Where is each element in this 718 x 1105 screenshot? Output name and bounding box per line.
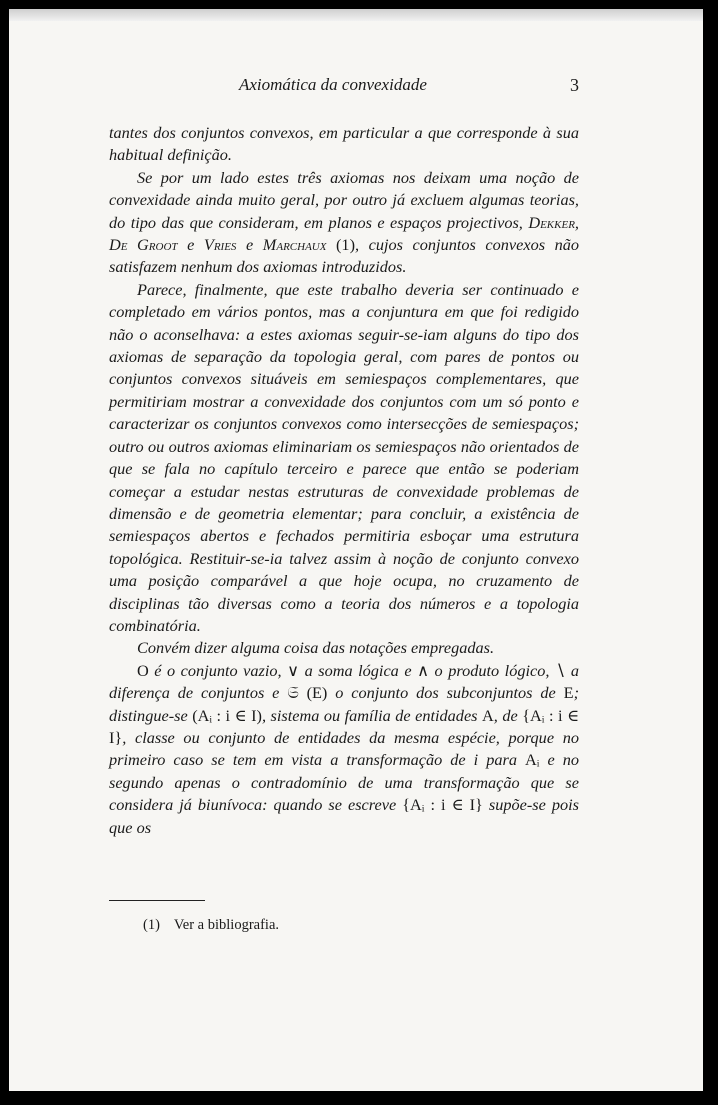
scan-top-edge xyxy=(9,9,703,21)
page xyxy=(9,9,703,1091)
footnote-ref[interactable]: (1) xyxy=(336,235,355,255)
footnote-text: Ver a bibliografia. xyxy=(173,917,280,933)
body-text xyxy=(109,122,579,839)
author-dekker: Dekker xyxy=(528,212,575,232)
author-vries: Vries xyxy=(203,235,237,255)
paragraph-5: O é o conjunto vazio, ∨ a soma lógica e ∧ o produto lógico, ∖ a diferença de conjuntos e 𝔖 (E) o conjunto dos subconjuntos de E; distingue-se (Aᵢ : i ∈ I), sistema ou família de entidades A, de {Aᵢ : i ∈ I}, classe ou conjunto de entidades da mesma espécie, porque no primeiro caso se tem em vista a transformação de i para Aᵢ e no segundo apenas o contradomínio de uma transformação que se considera já biunívoca: quando se escreve {Aᵢ : i ∈ I} supõe-se pois que os xyxy=(109,660,580,837)
footnote-divider xyxy=(109,900,205,901)
footnote xyxy=(143,917,279,934)
footnote-mark: (1) xyxy=(143,917,160,933)
running-header xyxy=(109,75,579,99)
paragraph-3: Parece, finalmente, que este trabalho deveria ser continuado e completado em vários pontos, mas a conjuntura em que foi redigido não o aconselhava: a estes axiomas seguir-se-iam alguns do tipo dos axiomas de separação da topologia geral, com pares de pontos ou conjuntos convexos situáveis em semiespaços complementares, que permitiriam mostrar a convexidade dos conjuntos com um só ponto e caracterizar os conjuntos convexos como intersecções de semiespaços; outro ou outros axiomas eliminariam os semiespaços não orientados de que se fala no capítulo terceiro e parece que então se poderiam começar a estudar nestas estruturas de convexidade problemas de dimensão e de geometria elementar; para concluir, a existência de semiespaços abertos e fechados permitiria esboçar uma estrutura topológica. Restituir-se-ia talvez assim à noção de conjunto convexo uma posição comparável a que hoje ocupa, no cruzamento de disciplinas tão diversas como a teoria dos números e a topologia combinatória. xyxy=(109,279,579,635)
author-de-groot: De Groot xyxy=(109,235,178,255)
page-number: 3 xyxy=(570,75,579,95)
paragraph-2: Se por um lado estes três axiomas nos deixam uma noção de convexidade ainda muito geral, por outro já excluem algumas teorias, do tipo das que consideram, em planos e espaços projectivos, Dekker, De Groot e Vries e Marchaux (1), cujos conjuntos convexos não satisfazem nenhum dos axiomas introduzidos. xyxy=(109,167,580,277)
running-title: Axiomática da convexidade xyxy=(239,75,427,94)
author-marchaux: Marchaux xyxy=(262,235,327,255)
paragraph-4: Convém dizer alguma coisa das notações empregadas. xyxy=(137,638,495,658)
paragraph-1: tantes dos conjuntos convexos, em particular a que corresponde à sua habitual definição. xyxy=(109,123,579,165)
